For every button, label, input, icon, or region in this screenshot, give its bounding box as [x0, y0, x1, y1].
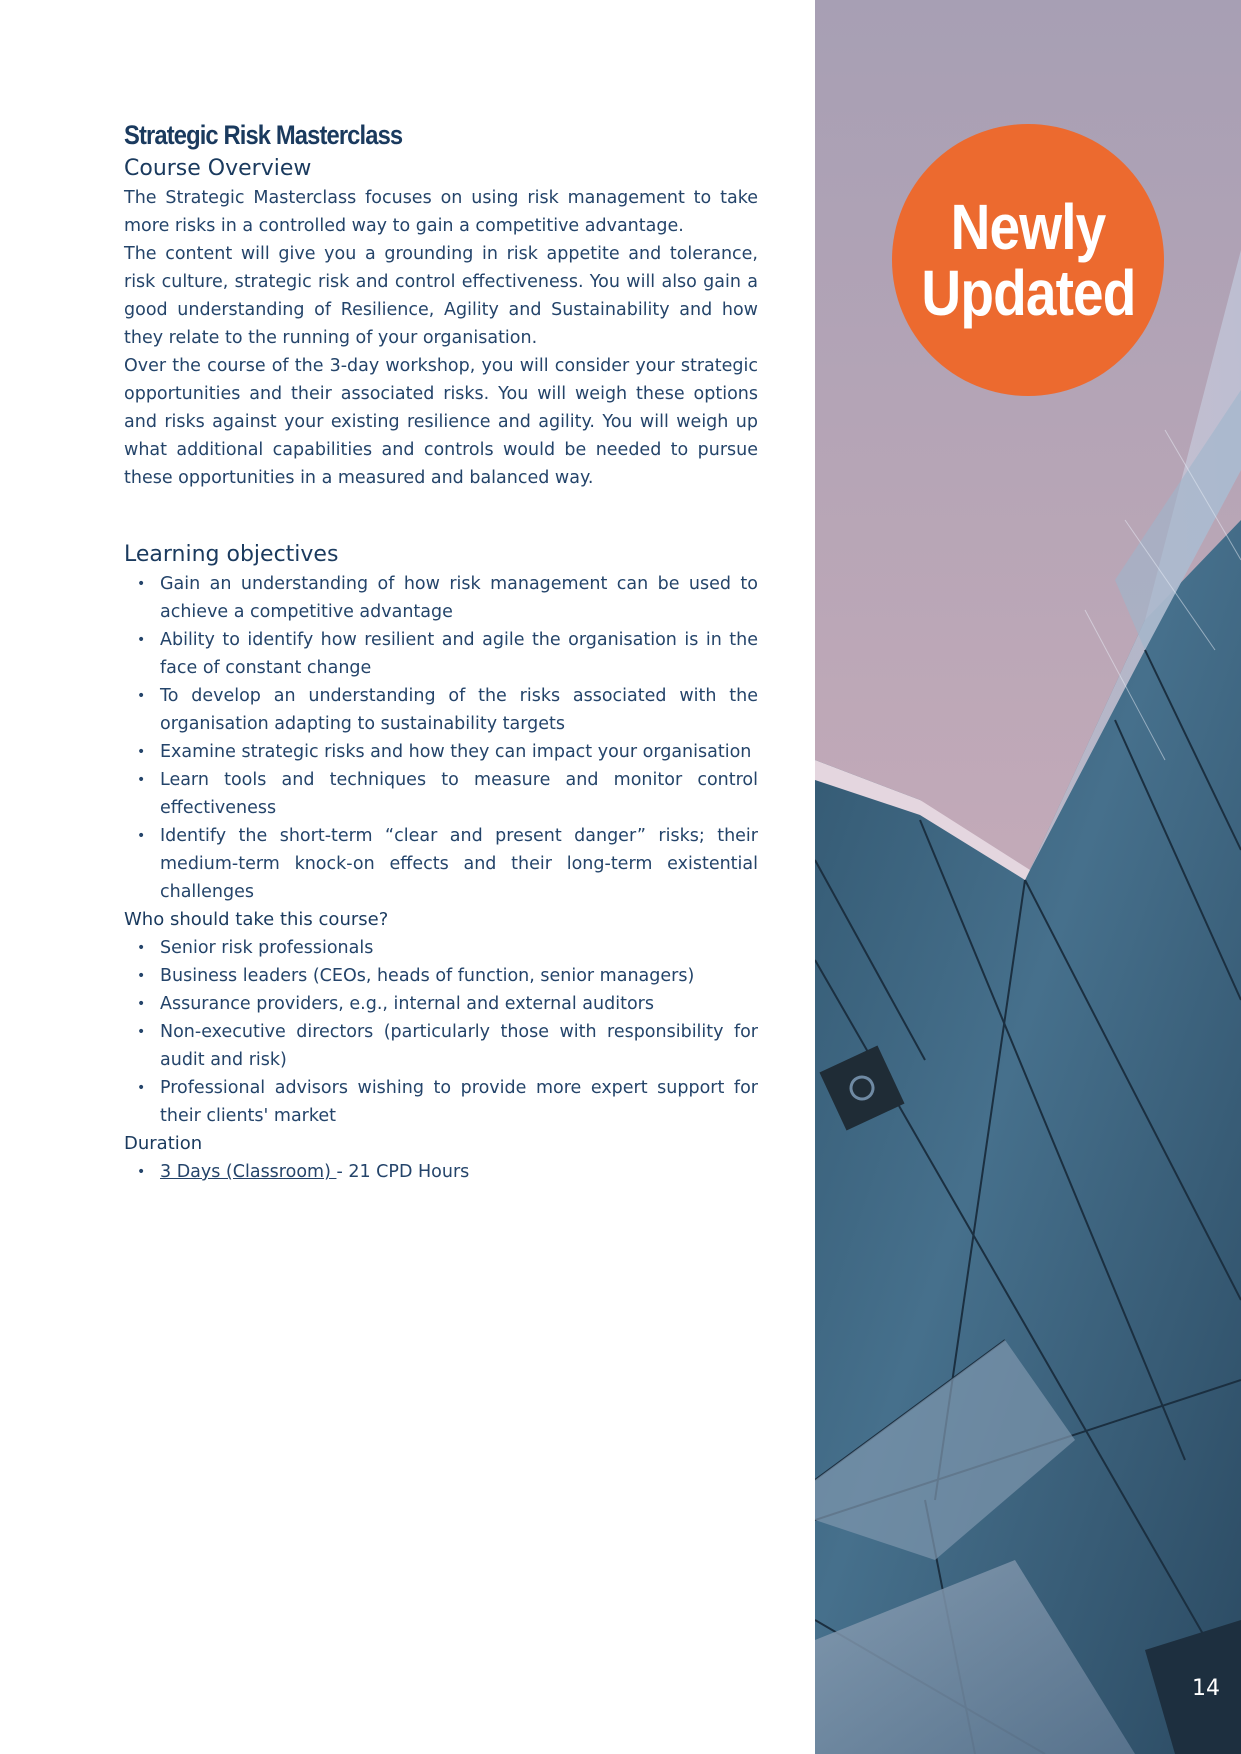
page-number: 14: [1192, 1676, 1220, 1701]
bullet-icon: •: [137, 772, 146, 788]
intro-paragraph-3: Over the course of the 3-day workshop, you will consider your strategic opportunities and their associated risks. You will weigh these options and risks against your existing resilience and agility. You will weigh up what additional capabilities and controls would be needed to pursue these opportunities in a measured and balanced way.: [124, 356, 758, 488]
duration-heading: Duration: [124, 1133, 203, 1154]
course-subtitle: Course Overview: [124, 156, 312, 181]
list-item: • Learn tools and techniques to measure and monitor control effectiveness: [124, 766, 758, 822]
list-item: • Non-executive directors (particularly those with responsibility for audit and risk): [124, 1018, 758, 1074]
list-item: • Ability to identify how resilient and agile the organisation is in the face of constant change: [124, 626, 758, 682]
intro-paragraph-2: The content will give you a grounding in risk appetite and tolerance, risk culture, strategic risk and control effectiveness. You will also gain a good understanding of Resilience, Agility and Sustainability and how they relate to the running of your organisation.: [124, 244, 758, 348]
list-item: • Examine strategic risks and how they can impact your organisation: [124, 738, 758, 766]
list-item: [124, 1158, 758, 1186]
intro-paragraph-1: The Strategic Masterclass focuses on using risk management to take more risks in a controlled way to gain a competitive advantage.: [124, 188, 758, 236]
course-title: Strategic Risk Masterclass: [124, 120, 403, 150]
list-item: • Gain an understanding of how risk management can be used to achieve a competitive advantage: [124, 570, 758, 626]
bullet-icon: •: [137, 1164, 146, 1180]
bullet-icon: •: [137, 828, 146, 844]
list-item: • To develop an understanding of the risks associated with the organisation adapting to sustainability targets: [124, 682, 758, 738]
badge-line-2: Updated: [920, 257, 1136, 329]
list-item: • Assurance providers, e.g., internal and external auditors: [124, 990, 758, 1018]
duration-detail: - 21 CPD Hours: [336, 1162, 470, 1182]
bullet-icon: •: [137, 744, 146, 760]
objectives-list: [124, 570, 758, 906]
list-item: • Senior risk professionals: [124, 934, 758, 962]
main-content: [124, 118, 758, 1186]
bullet-icon: •: [137, 1080, 146, 1096]
bullet-icon: •: [137, 576, 146, 592]
list-item: • Professional advisors wishing to provide more expert support for their clients' market: [124, 1074, 758, 1130]
bullet-icon: •: [137, 996, 146, 1012]
list-item: • Business leaders (CEOs, heads of function, senior managers): [124, 962, 758, 990]
badge-line-1: Newly: [950, 191, 1106, 263]
bullet-icon: •: [137, 940, 146, 956]
bullet-icon: •: [137, 632, 146, 648]
bullet-icon: •: [137, 968, 146, 984]
bullet-icon: •: [137, 688, 146, 704]
newly-updated-badge: [892, 124, 1164, 396]
audience-heading: Who should take this course?: [124, 909, 389, 930]
duration-list: [124, 1158, 758, 1186]
objectives-heading: Learning objectives: [124, 542, 339, 567]
list-item: • Identify the short-term “clear and present danger” risks; their medium-term knock-on effects and their long-term existential challenges: [124, 822, 758, 906]
audience-list: [124, 934, 758, 1130]
bullet-icon: •: [137, 1024, 146, 1040]
duration-link[interactable]: 3 Days (Classroom): [160, 1162, 337, 1182]
